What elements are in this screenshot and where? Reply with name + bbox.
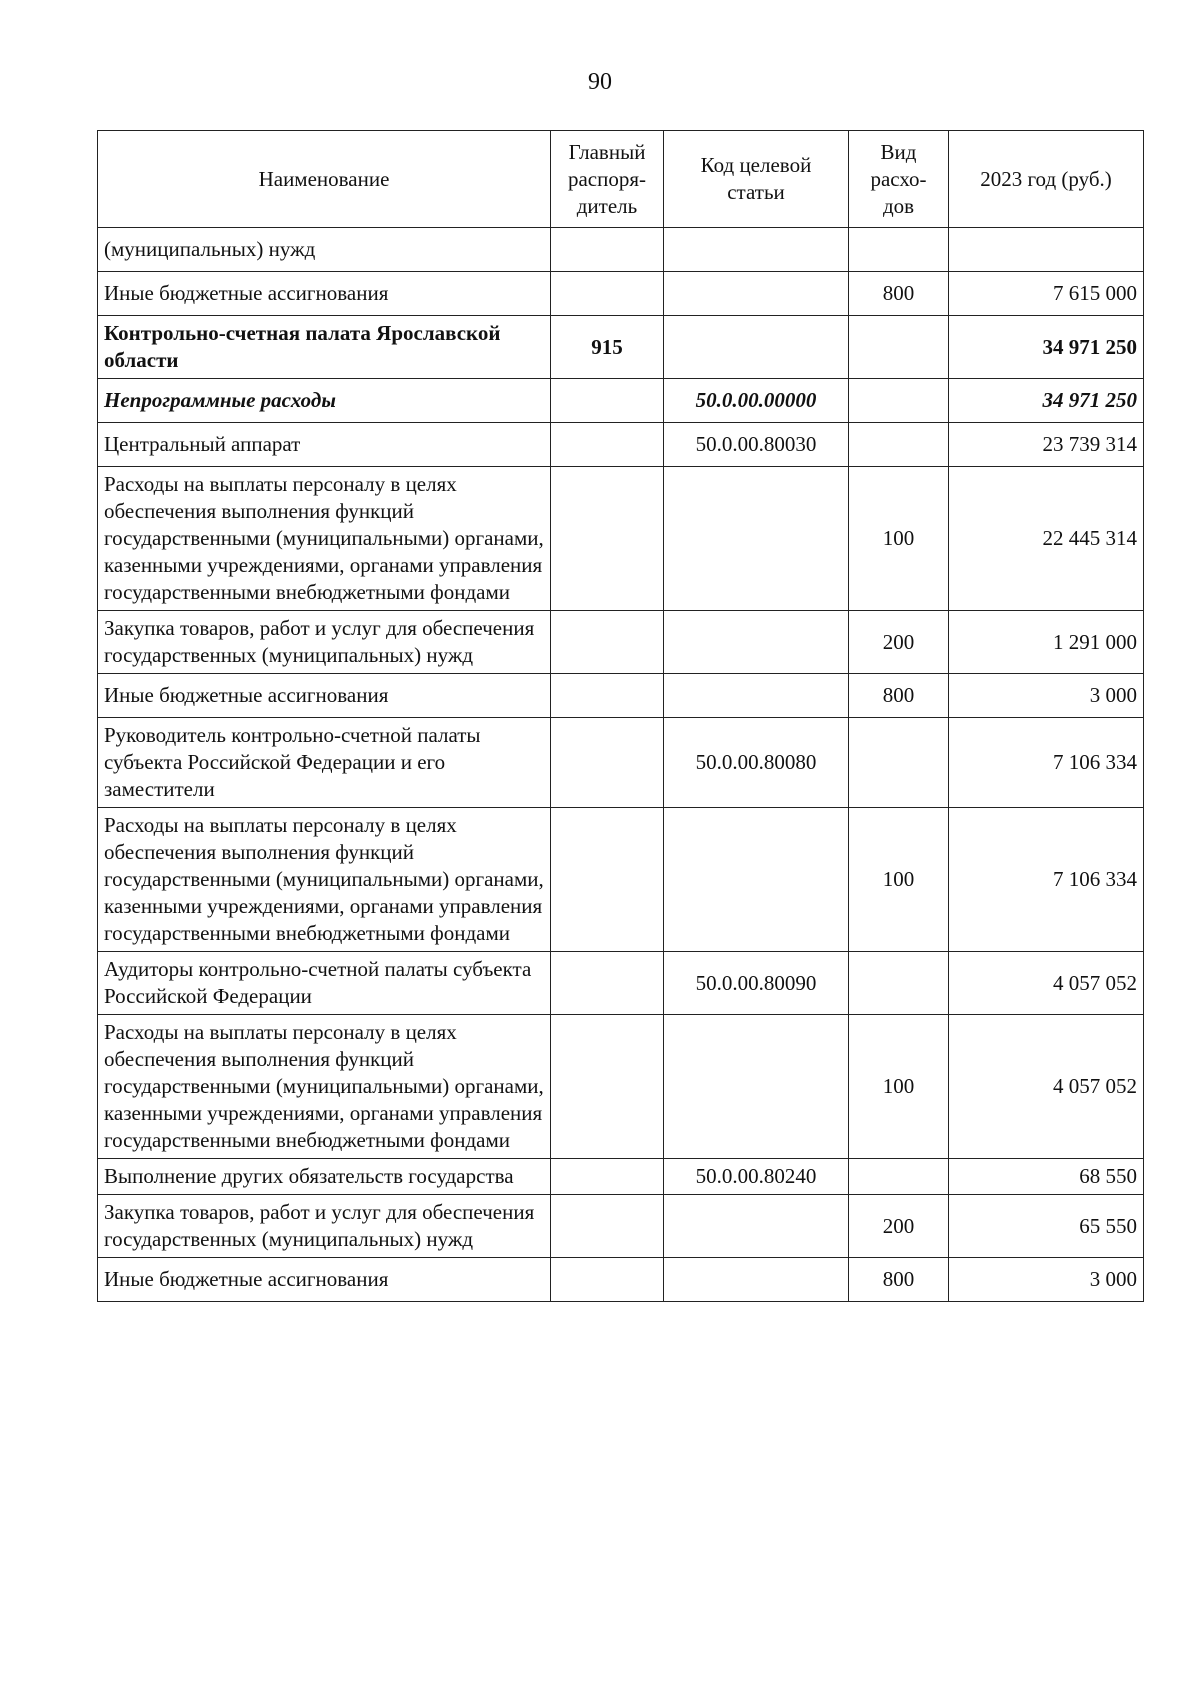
table-row (98, 316, 1144, 379)
cell-code (664, 674, 849, 718)
table-row (98, 808, 1144, 952)
cell-admin (551, 1159, 664, 1195)
cell-name: Иные бюджетные ассигнования (98, 272, 551, 316)
cell-name: Аудиторы контрольно-счетной палаты субъекта Российской Федерации (98, 952, 551, 1015)
cell-code (664, 467, 849, 611)
cell-kind (849, 423, 949, 467)
table-row (98, 1159, 1144, 1195)
page-number: 90 (588, 69, 612, 95)
cell-kind: 200 (849, 611, 949, 674)
cell-admin (551, 272, 664, 316)
cell-amount: 23 739 314 (949, 423, 1144, 467)
cell-name: (муниципальных) нужд (98, 228, 551, 272)
cell-admin (551, 718, 664, 808)
cell-amount: 68 550 (949, 1159, 1144, 1195)
table-row (98, 674, 1144, 718)
table-row (98, 228, 1144, 272)
table-row (98, 1258, 1144, 1302)
cell-code (664, 272, 849, 316)
cell-name: Контрольно-счетная палата Ярославской области (98, 316, 551, 379)
cell-amount: 7 106 334 (949, 808, 1144, 952)
cell-code (664, 228, 849, 272)
cell-amount: 3 000 (949, 1258, 1144, 1302)
cell-code: 50.0.00.00000 (664, 379, 849, 423)
cell-kind: 100 (849, 1015, 949, 1159)
cell-name: Иные бюджетные ассигнования (98, 674, 551, 718)
cell-admin (551, 674, 664, 718)
cell-amount: 65 550 (949, 1195, 1144, 1258)
cell-amount (949, 228, 1144, 272)
cell-admin (551, 423, 664, 467)
table-row (98, 1015, 1144, 1159)
cell-kind (849, 316, 949, 379)
cell-amount: 34 971 250 (949, 379, 1144, 423)
cell-kind (849, 379, 949, 423)
cell-code (664, 1258, 849, 1302)
table-row (98, 379, 1144, 423)
cell-name: Центральный аппарат (98, 423, 551, 467)
cell-kind (849, 228, 949, 272)
cell-amount: 7 106 334 (949, 718, 1144, 808)
cell-admin: 915 (551, 316, 664, 379)
cell-name: Иные бюджетные ассигнования (98, 1258, 551, 1302)
cell-kind: 200 (849, 1195, 949, 1258)
cell-code (664, 1015, 849, 1159)
table-header-row (98, 131, 1144, 228)
table-row (98, 718, 1144, 808)
cell-name: Расходы на выплаты персоналу в целях обеспечения выполнения функций государственными (муниципальными) органами, казенными учреждениями, органами управления государственными внебюджетными фондами (98, 808, 551, 952)
cell-kind: 100 (849, 808, 949, 952)
cell-code: 50.0.00.80090 (664, 952, 849, 1015)
cell-name: Выполнение других обязательств государства (98, 1159, 551, 1195)
cell-kind: 800 (849, 272, 949, 316)
cell-name: Закупка товаров, работ и услуг для обеспечения государственных (муниципальных) нужд (98, 611, 551, 674)
cell-code: 50.0.00.80080 (664, 718, 849, 808)
cell-name: Расходы на выплаты персоналу в целях обеспечения выполнения функций государственными (муниципальными) органами, казенными учреждениями, органами управления государственными внебюджетными фондами (98, 1015, 551, 1159)
cell-admin (551, 808, 664, 952)
table-body (98, 228, 1144, 1302)
cell-code: 50.0.00.80030 (664, 423, 849, 467)
cell-code (664, 316, 849, 379)
cell-name: Закупка товаров, работ и услуг для обеспечения государственных (муниципальных) нужд (98, 1195, 551, 1258)
cell-kind (849, 1159, 949, 1195)
cell-admin (551, 379, 664, 423)
table-row (98, 1195, 1144, 1258)
table-row (98, 467, 1144, 611)
cell-admin (551, 952, 664, 1015)
column-header-name: Наименование (98, 131, 551, 228)
column-header-code: Код целевой статьи (664, 131, 849, 228)
cell-name: Непрограммные расходы (98, 379, 551, 423)
cell-admin (551, 1015, 664, 1159)
cell-amount: 34 971 250 (949, 316, 1144, 379)
column-header-kind: Вид расхо-дов (849, 131, 949, 228)
cell-kind (849, 718, 949, 808)
cell-amount: 4 057 052 (949, 1015, 1144, 1159)
cell-kind: 800 (849, 1258, 949, 1302)
cell-kind: 800 (849, 674, 949, 718)
table-row (98, 423, 1144, 467)
table-row (98, 611, 1144, 674)
cell-admin (551, 228, 664, 272)
cell-amount: 3 000 (949, 674, 1144, 718)
cell-kind (849, 952, 949, 1015)
column-header-amount: 2023 год (руб.) (949, 131, 1144, 228)
cell-amount: 7 615 000 (949, 272, 1144, 316)
budget-table (97, 130, 1144, 1302)
cell-code (664, 808, 849, 952)
column-header-admin: Главный распоря-дитель (551, 131, 664, 228)
cell-admin (551, 1195, 664, 1258)
cell-code (664, 1195, 849, 1258)
cell-name: Расходы на выплаты персоналу в целях обеспечения выполнения функций государственными (муниципальными) органами, казенными учреждениями, органами управления государственными внебюджетными фондами (98, 467, 551, 611)
cell-code (664, 611, 849, 674)
cell-name: Руководитель контрольно-счетной палаты субъекта Российской Федерации и его заместители (98, 718, 551, 808)
table-row (98, 952, 1144, 1015)
cell-amount: 22 445 314 (949, 467, 1144, 611)
cell-admin (551, 467, 664, 611)
cell-amount: 1 291 000 (949, 611, 1144, 674)
cell-code: 50.0.00.80240 (664, 1159, 849, 1195)
table-row (98, 272, 1144, 316)
cell-admin (551, 1258, 664, 1302)
cell-kind: 100 (849, 467, 949, 611)
cell-amount: 4 057 052 (949, 952, 1144, 1015)
cell-admin (551, 611, 664, 674)
